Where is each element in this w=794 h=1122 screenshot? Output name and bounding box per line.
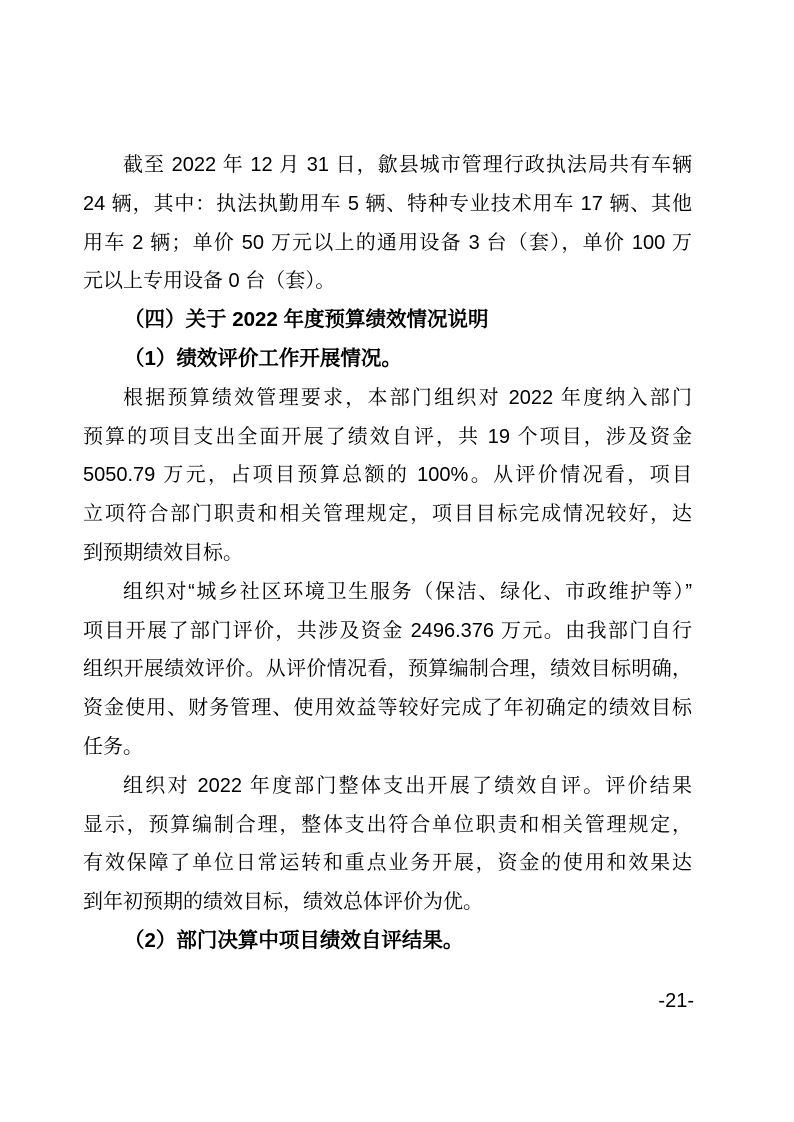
paragraph-line: 截至 2022 年 12 月 31 日，歙县城市管理行政执法局共有车辆 [123, 154, 692, 176]
paragraph-line: 5050.79 万元，占项目预算总额的 100%。从评价情况看，项目 [83, 464, 692, 487]
paragraph-line: 立项符合部门职责和相关管理规定，项目目标完成情况较好，达 [83, 503, 692, 526]
page-number: -21- [658, 990, 694, 1012]
paragraph-line: 根据预算绩效管理要求，本部门组织对 2022 年度纳入部门 [123, 386, 692, 409]
section-heading: （四）关于 2022 年度预算绩效情况说明 [124, 308, 489, 332]
paragraph-line: 组织对“城乡社区环境卫生服务（保洁、绿化、市政维护等）” [123, 580, 692, 603]
subsection-heading: （1）绩效评价工作开展情况。 [124, 346, 402, 370]
paragraph-line: 元以上专用设备 0 台（套）。 [83, 270, 336, 293]
subsection-heading: （2）部门决算中项目绩效自评结果。 [124, 928, 464, 952]
paragraph-line: 资金使用、财务管理、使用效益等较好完成了年初确定的绩效目标 [83, 697, 692, 720]
paragraph-line: 24 辆，其中：执法执勤用车 5 辆、特种专业技术用车 17 辆、其他 [83, 192, 692, 215]
paragraph-line: 组织对 2022 年度部门整体支出开展了绩效自评。评价结果 [123, 774, 692, 797]
paragraph-line: 项目开展了部门评价，共涉及资金 2496.376 万元。由我部门自行 [83, 619, 692, 642]
document-body [83, 146, 692, 961]
paragraph-line: 任务。 [83, 735, 143, 758]
paragraph-line: 预算的项目支出全面开展了绩效自评，共 19 个项目，涉及资金 [83, 425, 692, 448]
paragraph-line: 到年初预期的绩效目标，绩效总体评价为优。 [83, 891, 483, 914]
paragraph-line: 用车 2 辆；单价 50 万元以上的通用设备 3 台（套），单价 100 万 [83, 231, 692, 254]
paragraph-line: 到预期绩效目标。 [83, 541, 243, 564]
paragraph-line: 组织开展绩效评价。从评价情况看，预算编制合理，绩效目标明确， [83, 658, 692, 681]
paragraph-line: 显示，预算编制合理，整体支出符合单位职责和相关管理规定， [83, 813, 692, 836]
paragraph-line: 有效保障了单位日常运转和重点业务开展，资金的使用和效果达 [83, 852, 692, 875]
